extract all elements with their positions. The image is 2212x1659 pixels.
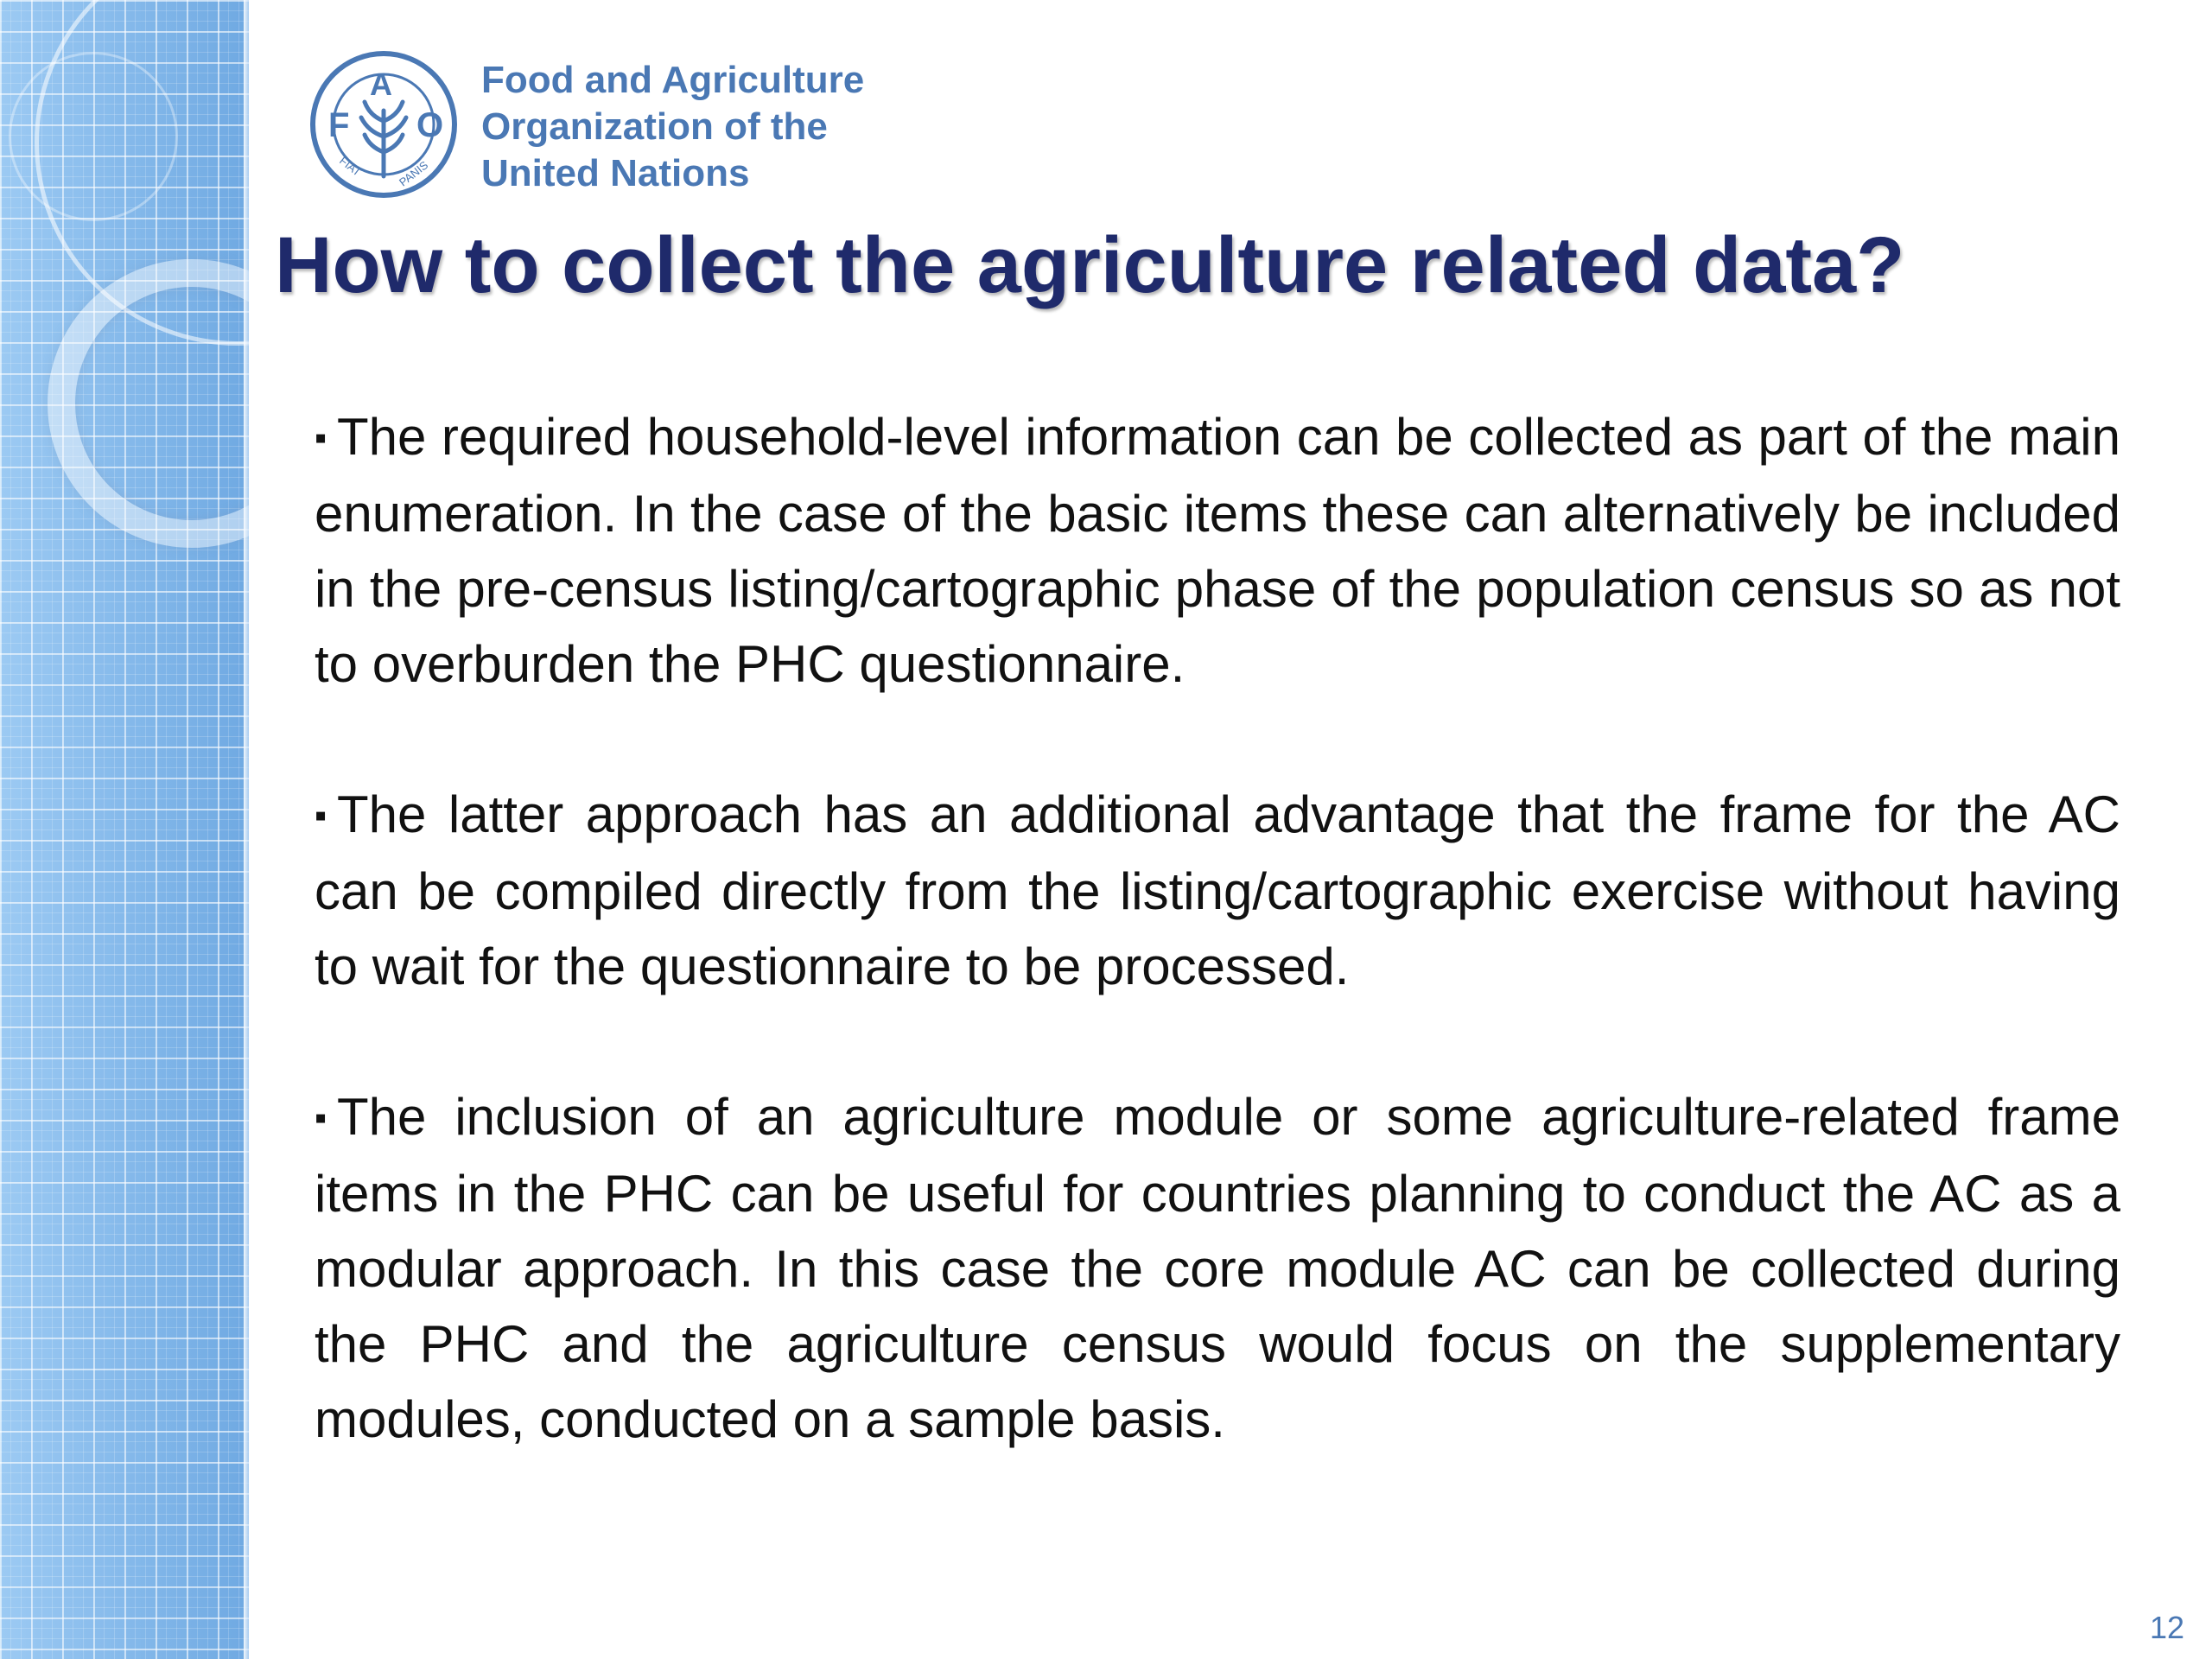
bullet-paragraph xyxy=(315,777,2120,1004)
organization-name-line: Food and Agriculture xyxy=(481,59,865,101)
bullet-icon: ▪ xyxy=(315,1099,327,1137)
page-number: 12 xyxy=(2150,1610,2185,1645)
decorative-ring xyxy=(35,0,249,346)
svg-text:PANIS: PANIS xyxy=(396,158,431,189)
bullet-paragraph xyxy=(315,399,2120,702)
logo-letter-f: F xyxy=(328,106,350,144)
decorative-sidebar xyxy=(0,0,249,1659)
slide-body xyxy=(315,399,2120,1532)
fao-logo-icon xyxy=(309,50,458,199)
decorative-ring xyxy=(9,52,178,221)
bullet-text: The latter approach has an additional advantage that the frame for the AC can be compiled directly from the listing/cartographic exercise without having to wait for the questionnaire to be processed. xyxy=(315,785,2120,995)
logo-letter-o: O xyxy=(416,106,444,144)
bullet-icon: ▪ xyxy=(315,797,327,835)
decorative-ring xyxy=(48,259,249,548)
svg-text:FIAT: FIAT xyxy=(337,154,364,179)
slide-title: How to collect the agriculture related data? xyxy=(275,221,1905,309)
sidebar-edge xyxy=(244,0,249,1659)
organization-name-line: United Nations xyxy=(481,152,750,194)
bullet-text: The required household-level information can be collected as part of the main enumeration. In the case of the basic items these can alternatively be included in the pre-census listing/cartographic phase of the population census so as not to overburden the PHC questionnaire. xyxy=(315,408,2120,693)
bullet-icon: ▪ xyxy=(315,419,327,457)
organization-name-line: Organization of the xyxy=(481,105,828,148)
bullet-paragraph xyxy=(315,1079,2120,1457)
organization-name xyxy=(481,57,864,197)
bullet-text: The inclusion of an agriculture module or some agriculture-related frame items in the PHC can be useful for countries planning to conduct the AC as a modular approach. In this case the core module AC can be collected during the PHC and the agriculture census would focus on the supplementary modules, conducted on a sample basis. xyxy=(315,1088,2120,1448)
logo-letter-a: A xyxy=(370,67,392,102)
